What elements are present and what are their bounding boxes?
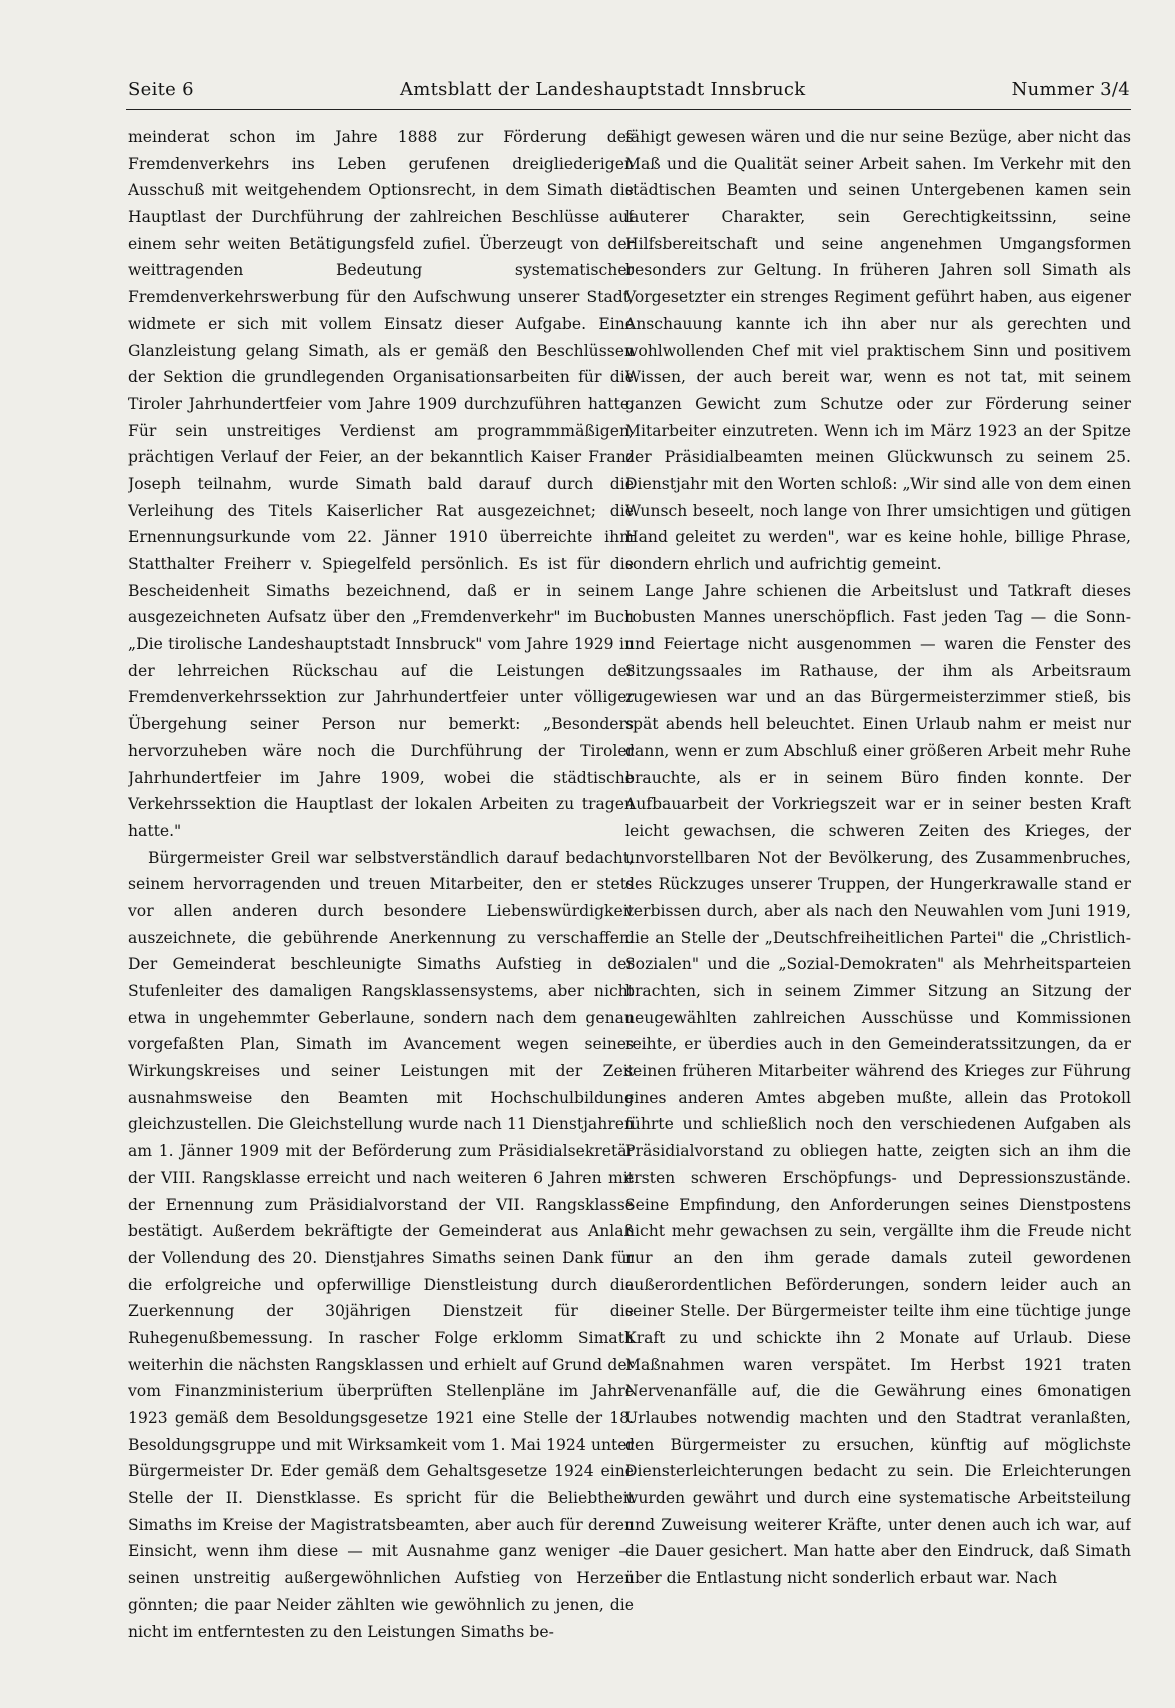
paragraph: Lange Jahre schienen die Arbeitslust und Tatkraft dieses robusten Mannes unerschöpflich. Fast jeden Tag — die Sonn- und Feiertage nicht ausgenommen — waren die Fenster des Sitzungssaales im Rathause, der ihm als Arbeitsraum zugewiesen war und an das Bürgermeisterzimmer stieß, bis spät abends hell beleuchtet. Einen Urlaub nahm er meist nur dann, wenn er zum Abschluß einer größeren Arbeit mehr Ruhe brauchte, als er in seinem Büro finden konnte. Der Aufbauarbeit der Vorkriegszeit war er in seiner besten Kraft leicht gewachsen, die schweren Zeiten des Krieges, der unvorstellbaren Not der Bevölkerung, des Zusammenbruches, des Rückzuges unserer Truppen, der Hungerkrawalle stand er verbissen durch, aber als nach den Neuwahlen vom Juni 1919, die an Stelle der „Deutschfreiheitlichen Partei" die „Christlich-Sozialen" und die „Sozial-Demokraten" als Mehrheitsparteien brachten, sich in seinem Zimmer Sitzung an Sitzung der neugewählten zahlreichen Ausschüsse und Kommissionen reihte, er überdies auch in den Gemeinderatssitzungen, da er seinen früheren Mitarbeiter während des Krieges zur Führung eines anderen Amtes abgeben mußte, allein das Protokoll führte und schließlich noch den verschiedenen Aufgaben als Präsidialvorstand zu obliegen hatte, zeigten sich an ihm die ersten schweren Erschöpfungs- und Depressionszustände. Seine Empfindung, den Anforderungen seines Dienstpostens nicht mehr gewachsen zu sein, vergällte ihm die Freude nicht nur an den ihm gerade damals zuteil gewordenen außerordentlichen Beförderungen, sondern leider auch an seiner Stelle. Der Bürgermeister teilte ihm eine tüchtige junge Kraft zu und schickte ihn 2 Monate auf Urlaub. Diese Maßnahmen waren verspätet. Im Herbst 1921 traten Nervenanfälle auf, die die Gewährung eines 6monatigen Urlaubes notwendig machten und den Stadtrat veranlaßten, den Bürgermeister zu ersuchen, künftig auf möglichste Diensterleichterungen bedacht zu sein. Die Erleichterungen wurden gewährt und durch eine systematische Arbeitsteilung und Zuweisung weiterer Kräfte, unter denen auch ich war, auf die Dauer gesichert. Man hatte aber den Eindruck, daß Simath über die Entlastung nicht sonderlich erbaut war. Nach (625, 581, 1131, 1588)
header-rule (126, 109, 1131, 110)
page-header (128, 72, 1130, 106)
paragraph: fähigt gewesen wären und die nur seine Bezüge, aber nicht das Maß und die Qualität seiner Arbeit sahen. Im Verkehr mit den städtischen Beamten und seinen Untergebenen kamen sein lauterer Charakter, sein Gerechtigkeitssinn, seine Hilfsbereitschaft und seine angenehmen Umgangsformen besonders zur Geltung. In früheren Jahren soll Simath als Vorgesetzter ein strenges Regiment geführt haben, aus eigener Anschauung kannte ich ihn aber nur als gerechten und wohlwollenden Chef mit viel praktischem Sinn und positivem Wissen, der auch bereit war, wenn es not tat, mit seinem ganzen Gewicht zum Schutze oder zur Förderung seiner Mitarbeiter einzutreten. Wenn ich im März 1923 an der Spitze der Präsidialbeamten meinen Glückwunsch zu seinem 25. Dienstjahr mit den Worten schloß: „Wir sind alle von dem einen Wunsch beseelt, noch lange von Ihrer umsichtigen und gütigen Hand geleitet zu werden", war es keine hohle, billige Phrase, sondern ehrlich und aufrichtig gemeint. (625, 128, 1131, 573)
paragraph: meinderat schon im Jahre 1888 zur Förderung des Fremdenverkehrs ins Leben gerufenen dreigliederigen Ausschuß mit weitgehendem Optionsrecht, in dem Simath die Hauptlast der Durchführung der zahlreichen Beschlüsse auf einem sehr weiten Betätigungsfeld zufiel. Überzeugt von der weittragenden Bedeutung systematischer Fremdenverkehrswerbung für den Aufschwung unserer Stadt, widmete er sich mit vollem Einsatz dieser Aufgabe. Eine Glanzleistung gelang Simath, als er gemäß den Beschlüssen der Sektion die grundlegenden Organisationsarbeiten für die Tiroler Jahrhundertfeier vom Jahre 1909 durchzuführen hatte. Für sein unstreitiges Verdienst am programmmäßigen, prächtigen Verlauf der Feier, an der bekanntlich Kaiser Franz Joseph teilnahm, wurde Simath bald darauf durch die Verleihung des Titels Kaiserlicher Rat ausgezeichnet; die Ernennungsurkunde vom 22. Jänner 1910 überreichte ihm Statthalter Freiherr v. Spiegelfeld persönlich. Es ist für die Bescheidenheit Simaths bezeichnend, daß er in seinem ausgezeichneten Aufsatz über den „Fremdenverkehr" im Buch „Die tirolische Landeshauptstadt Innsbruck" vom Jahre 1929 in der lehrreichen Rückschau auf die Leistungen der Fremdenverkehrssektion zur Jahrhundertfeier unter völliger Übergehung seiner Person nur bemerkt: „Besonders hervorzuheben wäre noch die Durchführung der Tiroler Jahrhundertfeier im Jahre 1909, wobei die städtische Verkehrssektion die Hauptlast der lokalen Arbeiten zu tragen hatte." (128, 128, 634, 840)
paragraph: Bürgermeister Greil war selbstverständlich darauf bedacht, seinem hervorragenden und treuen Mitarbeiter, den er stets vor allen anderen durch besondere Liebenswürdigkeit auszeichnete, die gebührende Anerkennung zu verschaffen. Der Gemeinderat beschleunigte Simaths Aufstieg in der Stufenleiter des damaligen Rangsklassensystems, aber nicht etwa in ungehemmter Geberlaune, sondern nach dem genau vorgefaßten Plan, Simath im Avancement wegen seines Wirkungskreises und seiner Leistungen mit der Zeit ausnahmsweise den Beamten mit Hochschulbildung gleichzustellen. Die Gleichstellung wurde nach 11 Dienstjahren am 1. Jänner 1909 mit der Beförderung zum Präsidialsekretär der VIII. Rangsklasse erreicht und nach weiteren 6 Jahren mit der Ernennung zum Präsidialvorstand der VII. Rangsklasse bestätigt. Außerdem bekräftigte der Gemeinderat aus Anlaß der Vollendung des 20. Dienstjahres Simaths seinen Dank für die erfolgreiche und opferwillige Dienstleistung durch die Zuerkennung der 30jährigen Dienstzeit für die Ruhegenußbemessung. In rascher Folge erklomm Simath weiterhin die nächsten Rangsklassen und erhielt auf Grund der vom Finanzministerium überprüften Stellenpläne im Jahre 1923 gemäß dem Besoldungsgesetze 1921 eine Stelle der 18. Besoldungsgruppe und mit Wirksamkeit vom 1. Mai 1924 unter Bürgermeister Dr. Eder gemäß dem Gehaltsgesetze 1924 eine Stelle der II. Dienstklasse. Es spricht für die Beliebtheit Simaths im Kreise der Magistratsbeamten, aber auch für deren Einsicht, wenn ihm diese — mit Ausnahme ganz weniger — seinen unstreitig außergewöhnlichen Aufstieg von Herzen gönnten; die paar Neider zählten wie gewöhnlich zu jenen, die nicht im entferntesten zu den Leistungen Simaths be- (128, 848, 634, 1641)
page-number-label: Seite 6 (128, 78, 194, 100)
issue-number: Nummer 3/4 (1011, 78, 1130, 100)
right-text-column (625, 124, 1131, 1680)
left-text-column (128, 124, 634, 1680)
publication-title: Amtsblatt der Landeshauptstadt Innsbruck (399, 78, 806, 100)
